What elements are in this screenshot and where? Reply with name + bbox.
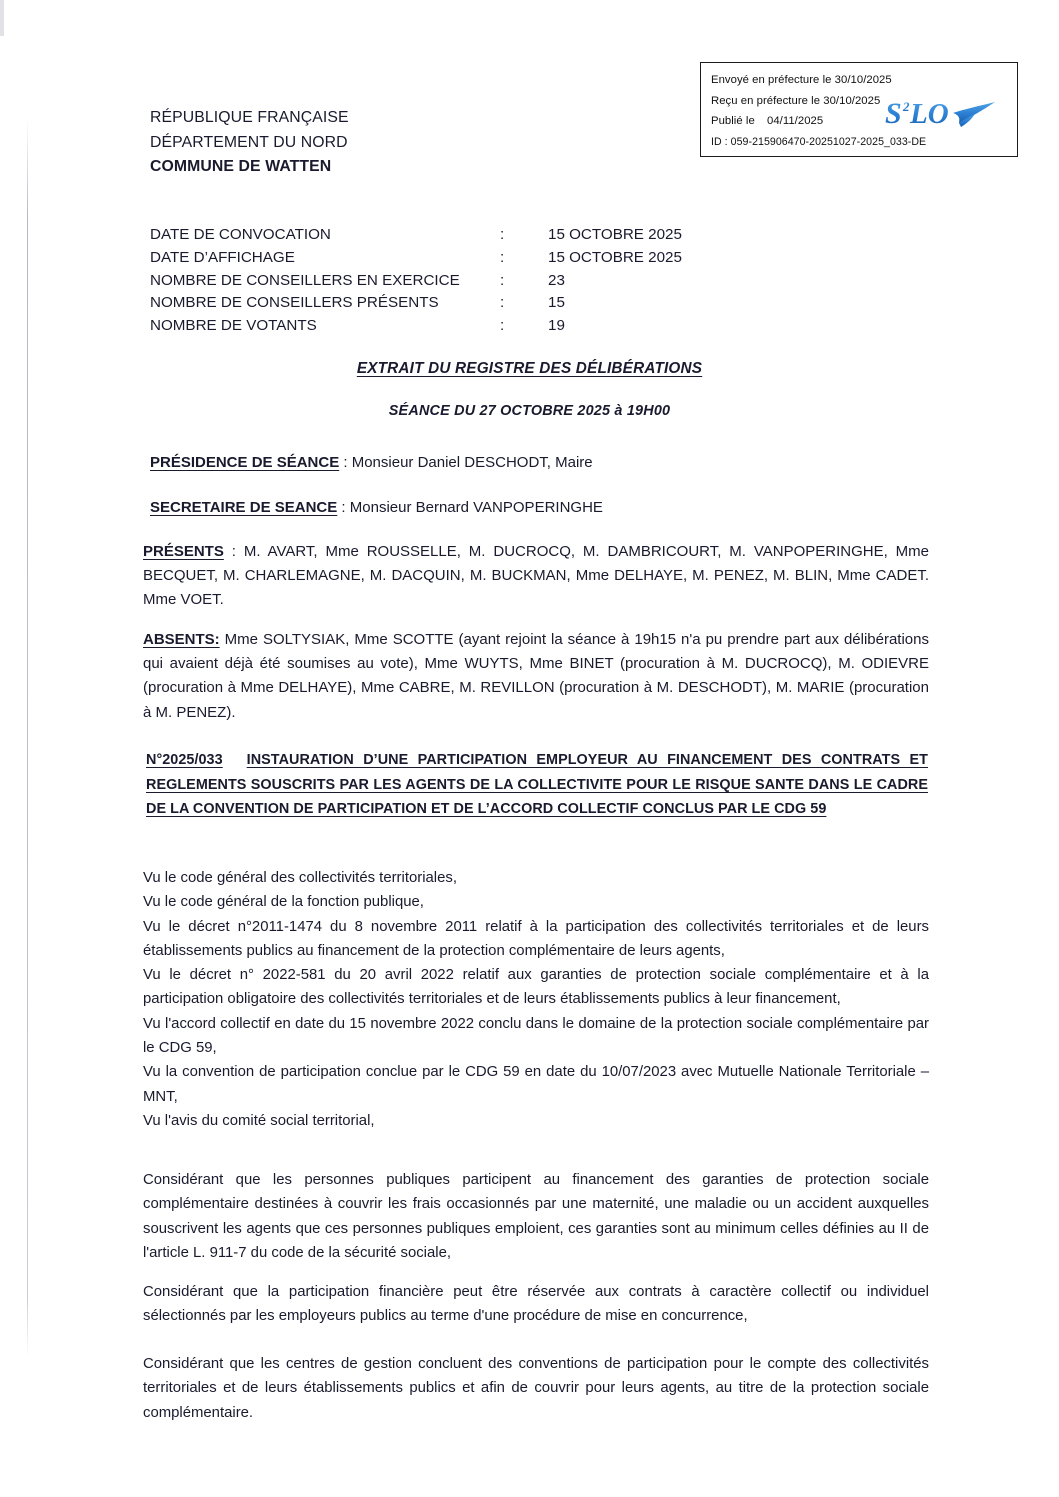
absent-members-paragraph xyxy=(143,628,929,725)
absent-members-label: ABSENTS: xyxy=(143,631,220,648)
meta-row xyxy=(150,292,682,315)
stamp-received-label: Reçu en préfecture le xyxy=(711,94,821,107)
visa-item: Vu le code général de la fonction publique, xyxy=(143,894,424,911)
meta-label: NOMBRE DE CONSEILLERS EN EXERCICE xyxy=(150,271,460,289)
stamp-sent-date: 30/10/2025 xyxy=(834,74,892,86)
stamp-sent-line xyxy=(711,70,1017,91)
header-department: DÉPARTEMENT DU NORD xyxy=(150,133,348,151)
meta-colon: : xyxy=(500,226,505,243)
meta-value: 19 xyxy=(548,317,565,335)
presidency-label: PRÉSIDENCE DE SÉANCE xyxy=(150,454,340,471)
header-commune: COMMUNE DE WATTEN xyxy=(150,158,332,175)
meta-colon: : xyxy=(500,271,505,289)
visa-block xyxy=(143,866,929,1133)
header-republic: RÉPUBLIQUE FRANÇAISE xyxy=(150,109,349,126)
presidency-value: : Monsieur Daniel DESCHODT, Maire xyxy=(339,454,593,471)
secretary-line xyxy=(150,497,603,519)
stamp-published-date: 04/11/2025 xyxy=(767,115,824,127)
meta-row xyxy=(150,224,682,247)
meta-label: NOMBRE DE VOTANTS xyxy=(150,317,317,335)
meta-label: NOMBRE DE CONSEILLERS PRÉSENTS xyxy=(150,294,439,312)
stamp-received-line xyxy=(711,91,1017,112)
scan-artifact-line xyxy=(27,118,28,1358)
present-members-list: : M. AVART, Mme ROUSSELLE, M. DUCROCQ, M. DAMBRICOURT, M. VANPOPERINGHE, Mme BECQUET, M. CHARLEMAGNE, M. DACQUIN, M. BUCKMAN, Mme DELHAYE, M. PENEZ, M. BLIN, Mme CADET. Mme VOET. xyxy=(143,543,929,609)
meta-colon: : xyxy=(500,317,505,335)
svg-text:S: S xyxy=(885,97,902,130)
stamp-published-line xyxy=(711,111,1017,132)
meta-colon: : xyxy=(500,294,505,312)
prefecture-stamp xyxy=(700,62,1018,157)
considerant-paragraph: Considérant que les centres de gestion concluent des conventions de participation pour le compte des collectivités territoriales et de leurs établissements publics et afin de couvrir pour leurs agents, au titre de la protection sociale complémentaire. xyxy=(143,1356,929,1421)
stamp-published-label: Publié le xyxy=(711,115,755,127)
meta-colon: : xyxy=(500,248,505,266)
meta-label: DATE DE CONVOCATION xyxy=(150,226,331,243)
svg-text:LO: LO xyxy=(910,98,949,130)
present-members-label: PRÉSENTS xyxy=(143,543,224,560)
deliberation-number: N°2025/033 xyxy=(146,752,223,768)
meta-value: 15 OCTOBRE 2025 xyxy=(548,248,682,266)
visa-item: Vu le décret n°2011-1474 du 8 novembre 2011 relatif à la participation des collectivités territoriales et de leurs établissements publics au financement de la protection complémentaire de leurs agents, xyxy=(143,918,929,959)
secretary-label: SECRETAIRE DE SEANCE xyxy=(150,499,338,516)
deliberation-title-text: INSTAURATION D’UNE PARTICIPATION EMPLOYEUR AU FINANCEMENT DES CONTRATS ET REGLEMENTS SOUSCRITS PAR LES AGENTS DE LA COLLECTIVITE POUR LE RISQUE SANTE DANS LE CADRE DE LA CONVENTION DE PARTICIPATION ET DE L’ACCORD COLLECTIF CONCLUS PAR LE CDG 59 xyxy=(146,752,928,817)
meta-label: DATE D’AFFICHAGE xyxy=(150,248,295,266)
presidency-line xyxy=(150,452,593,474)
session-subtitle: SÉANCE DU 27 OCTOBRE 2025 à 19H00 xyxy=(388,403,671,419)
stamp-received-date: 30/10/2025 xyxy=(823,94,881,107)
meta-value: 15 xyxy=(548,294,565,312)
institution-header xyxy=(150,106,349,180)
visa-item: Vu l'accord collectif en date du 15 novembre 2022 conclu dans le domaine de la protection sociale complémentaire par le CDG 59, xyxy=(143,1015,929,1057)
visa-item: Vu l'avis du comité social territorial, xyxy=(143,1112,375,1129)
present-members-paragraph xyxy=(143,540,929,613)
scan-artifact-corner xyxy=(0,0,4,36)
page-title: EXTRAIT DU REGISTRE DES DÉLIBÉRATIONS xyxy=(356,360,703,377)
meta-value: 23 xyxy=(548,271,565,289)
meeting-meta-table xyxy=(150,224,682,338)
stamp-id: ID : 059-215906470-20251027-2025_033-DE xyxy=(711,135,927,148)
absent-members-list: Mme SOLTYSIAK, Mme SCOTTE (ayant rejoint la séance à 19h15 n'a pu prendre part aux délibérations qui avaient déjà été soumises au vote), Mme WUYTS, Mme BINET (procuration à M. DUCROCQ), M. ODIEVRE (procuration à Mme DELHAYE), Mme CABRE, M. REVILLON (procuration à M. DESCHODT), M. MARIE (procuration à M. PENEZ). xyxy=(143,631,929,721)
meta-row xyxy=(150,247,682,270)
considerant-paragraph: Considérant que la participation financière peut être réservée aux contrats à caractère collectif ou individuel sélectionnés par les employeurs publics au terme d'une procédure de mise en concurrence, xyxy=(143,1284,929,1325)
secretary-value: : Monsieur Bernard VANPOPERINGHE xyxy=(337,499,603,516)
visa-item: Vu la convention de participation conclue par le CDG 59 en date du 10/07/2023 avec Mutuelle Nationale Territoriale – MNT, xyxy=(143,1064,929,1105)
deliberation-heading xyxy=(146,748,928,822)
stamp-sent-label: Envoyé en préfecture le xyxy=(711,74,832,86)
considerant-paragraph: Considérant que les personnes publiques participent au financement des garanties de protection sociale complémentaire destinées à couvrir les frais occasionnés par une maternité, une maladie ou un accident auxquelles souscrivent les agents que ces personnes publiques emploient, ces garanties sont au minimum celles définies au II de l'article L. 911-7 du code de la sécurité sociale, xyxy=(143,1172,929,1261)
meta-row xyxy=(150,270,682,293)
visa-item: Vu le code général des collectivités territoriales, xyxy=(143,870,457,886)
meta-value: 15 OCTOBRE 2025 xyxy=(548,226,682,243)
visa-item: Vu le décret n° 2022-581 du 20 avril 2022 relatif aux garanties de protection sociale complémentaire et à la participation obligatoire des collectivités territoriales et de leurs établissements publics à leur financement, xyxy=(143,967,929,1008)
meta-row xyxy=(150,315,682,338)
svg-text:2: 2 xyxy=(903,99,910,114)
